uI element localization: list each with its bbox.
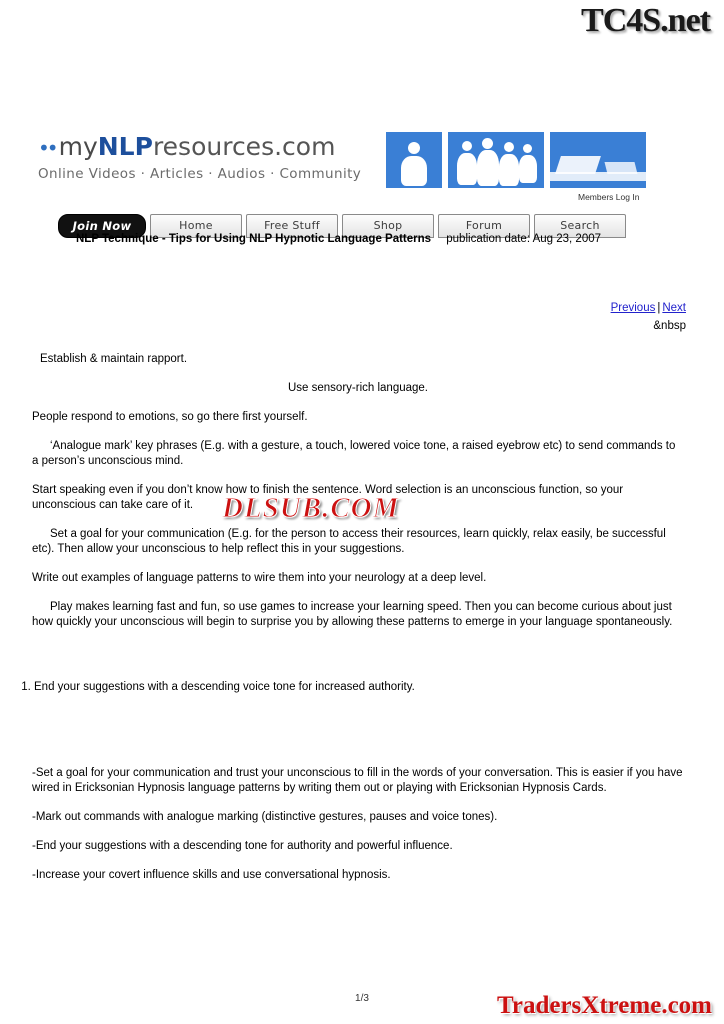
- paragraph-write-examples: Write out examples of language patterns to wire them into your neurology at a deep level.: [32, 572, 487, 584]
- nav-item-join-now[interactable]: Join Now: [58, 214, 146, 238]
- numbered-list: [10, 680, 670, 695]
- photo-landscape: [550, 132, 646, 188]
- paragraph-rapport: Establish & maintain rapport.: [40, 353, 188, 365]
- logo-my: my: [58, 132, 98, 161]
- photo-silhouette-single: [386, 132, 442, 188]
- photo-group-people: [448, 132, 544, 188]
- paragraph-sensory-language: Use sensory-rich language.: [288, 382, 428, 394]
- dlsub-watermark: DLSUB.COM: [222, 492, 400, 524]
- paragraph-analogue-mark: ‘Analogue mark’ key phrases (E.g. with a gesture, a touch, lowered voice tone, a raised eyebrow etc) to send commands to a person’s unconscious mind.: [32, 440, 676, 467]
- logo-text: [38, 132, 378, 161]
- nav-item-home[interactable]: Home: [150, 214, 242, 238]
- logo-nlp: NLP: [97, 132, 153, 161]
- pager-separator: |: [657, 302, 661, 314]
- nbsp-text: &nbsp: [653, 320, 686, 332]
- tradersxtreme-watermark: TradersXtreme.com: [497, 992, 712, 1019]
- logo-rest: resources.com: [152, 132, 336, 161]
- article-header: [76, 233, 676, 245]
- paragraph-set-goal: Set a goal for your communication (E.g. for the person to access their resources, learn quickly, relax easily, be successful etc). Then allow your unconscious to help reflect this in your suggestions.: [32, 528, 666, 555]
- paragraph-play-learning: Play makes learning fast and fun, so use games to increase your learning speed. Then you can become curious about just how quickly your unconscious will begin to surprise you by allowing these patterns to emerge in your language spontaneously.: [32, 601, 673, 628]
- site-logo[interactable]: [38, 132, 378, 182]
- previous-link[interactable]: Previous: [610, 302, 656, 314]
- nav-item-search[interactable]: Search: [534, 214, 626, 238]
- next-link[interactable]: Next: [662, 302, 686, 314]
- paragraph-covert-influence: -Increase your covert influence skills and use conversational hypnosis.: [32, 869, 391, 881]
- paragraph-goal-communication: -Set a goal for your communication and trust your unconscious to fill in the words of your conversation. This is easier if you have wired in Ericksonian Hypnosis language patterns by writing them out or playing with Ericksonian Hypnosis Cards.: [32, 767, 683, 794]
- article-publication-date: publication date: Aug 23, 2007: [446, 233, 602, 245]
- tc4s-watermark: TC4S.net: [581, 2, 710, 39]
- page-number: 1/3: [355, 993, 369, 1004]
- paragraph-emotions: People respond to emotions, so go there first yourself.: [32, 411, 308, 423]
- header-photo-strip: [386, 132, 646, 188]
- list-item: 1. End your suggestions with a descending voice tone for increased authority.: [34, 680, 670, 695]
- nav-item-free-stuff[interactable]: Free Stuff: [246, 214, 338, 238]
- nav-item-shop[interactable]: Shop: [342, 214, 434, 238]
- nav-item-forum[interactable]: Forum: [438, 214, 530, 238]
- article-body-lower: [32, 766, 684, 897]
- pager: [611, 302, 686, 314]
- paragraph-analogue-marking: -Mark out commands with analogue marking (distinctive gestures, pauses and voice tones).: [32, 811, 498, 823]
- logo-dots-icon: ••: [38, 136, 56, 160]
- logo-tagline: Online Videos · Articles · Audios · Community: [38, 166, 362, 182]
- paragraph-descending-tone: -End your suggestions with a descending tone for authority and powerful influence.: [32, 840, 453, 852]
- article-title: NLP Technique - Tips for Using NLP Hypnotic Language Patterns: [76, 233, 432, 245]
- paragraph-start-speaking: Start speaking even if you don’t know how to finish the sentence. Word selection is an unconscious function, so your unconscious can take care of it.: [32, 484, 624, 511]
- members-login-link[interactable]: Members Log In: [578, 192, 640, 202]
